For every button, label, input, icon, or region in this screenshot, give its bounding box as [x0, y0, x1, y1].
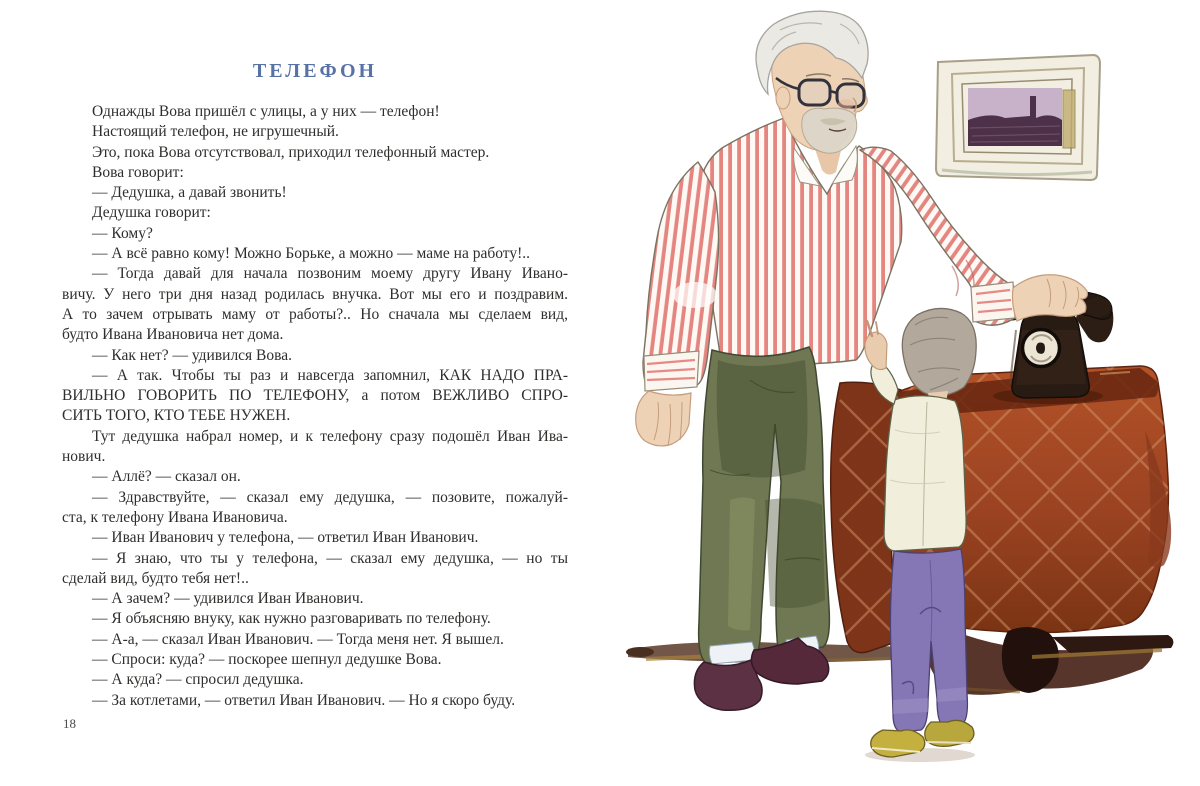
text-line: — Как нет? — удивился Вова. — [92, 346, 293, 364]
wall-picture — [936, 55, 1100, 180]
text-line: Вова говорит: — [92, 163, 184, 181]
text-line: — А куда? — спросил дедушка. — [92, 671, 304, 689]
text-line: будто Ивана Ивановича нет дома. — [62, 326, 284, 344]
text-line: Дедушка говорит: — [92, 204, 211, 222]
text-line: А то зачем отрывать маму от работы?.. Но сначала мы сделаем вид, — [62, 305, 568, 323]
page-number: 18 — [63, 716, 76, 731]
text-line: — Аллё? — сказал он. — [92, 468, 241, 486]
text-line: — А зачем? — удивился Иван Иванович. — [92, 590, 364, 608]
text-line: вичу. У него три дня назад родилась внучка. Вот мы его и поздравим. — [62, 285, 568, 303]
text-line: — Дедушка, а давай звонить! — [92, 184, 287, 202]
text-line: — Я объясняю внуку, как нужно разговаривать по телефону. — [92, 610, 491, 628]
text-line: — Спроси: куда? — поскорее шепнул дедушке Вова. — [92, 651, 442, 669]
story-text-column — [62, 60, 568, 711]
text-line: — Тогда давай для начала позвоним моему другу Ивану Ивано- — [92, 265, 568, 283]
text-line: Это, пока Вова отсутствовал, приходил телефонный мастер. — [92, 143, 490, 161]
story-title: ТЕЛЕФОН — [252, 60, 378, 82]
text-line: — За котлетами, — ответил Иван Иванович. — Но я скоро буду. — [92, 691, 516, 709]
text-line: Тут дедушка набрал номер, и к телефону сразу подошёл Иван Ива- — [92, 427, 568, 445]
boy-raised-hand — [865, 321, 887, 370]
text-line: — Кому? — [92, 224, 153, 242]
text-line: — Я знаю, что ты у телефона, — сказал ему дедушка, — но ты — [92, 549, 568, 567]
text-line: — Иван Иванович у телефона, — ответил Иван Иванович. — [92, 529, 479, 547]
text-line: — А-а, — сказал Иван Иванович. — Тогда меня нет. Я вышел. — [92, 630, 504, 648]
text-line: СИТЬ ТОГО, КТО ТЕБЕ НУЖЕН. — [62, 407, 291, 425]
grandfather-left-hand — [636, 391, 691, 446]
text-line: сделай вид, будто тебя нет!.. — [62, 569, 249, 587]
text-line: ста, к телефону Ивана Ивановича. — [62, 508, 288, 526]
text-line: — Здравствуйте, — сказал ему дедушка, — позовите, пожалуй- — [92, 488, 568, 506]
grandfather-trousers — [699, 347, 830, 663]
text-line: Однажды Вова пришёл с улицы, а у них — телефон! — [92, 103, 440, 120]
text-line: — А так. Чтобы ты раз и навсегда запомнил, КАК НАДО ПРА- — [92, 366, 568, 384]
text-line: ВИЛЬНО ГОВОРИТЬ ПО ТЕЛЕФОНУ, а потом ВЕЖЛИВО СПРО- — [62, 387, 568, 405]
boy-shirt — [884, 396, 966, 551]
text-line: — А всё равно кому! Можно Борьке, а можно — маме на работу!.. — [92, 245, 531, 263]
grandfather-shirt — [643, 118, 902, 391]
text-line: Настоящий телефон, не игрушечный. — [92, 123, 339, 141]
book-illustration — [600, 0, 1200, 786]
grandfather-right-hand — [1013, 275, 1088, 321]
text-line: нович. — [62, 448, 106, 466]
boy-hair — [902, 308, 976, 395]
